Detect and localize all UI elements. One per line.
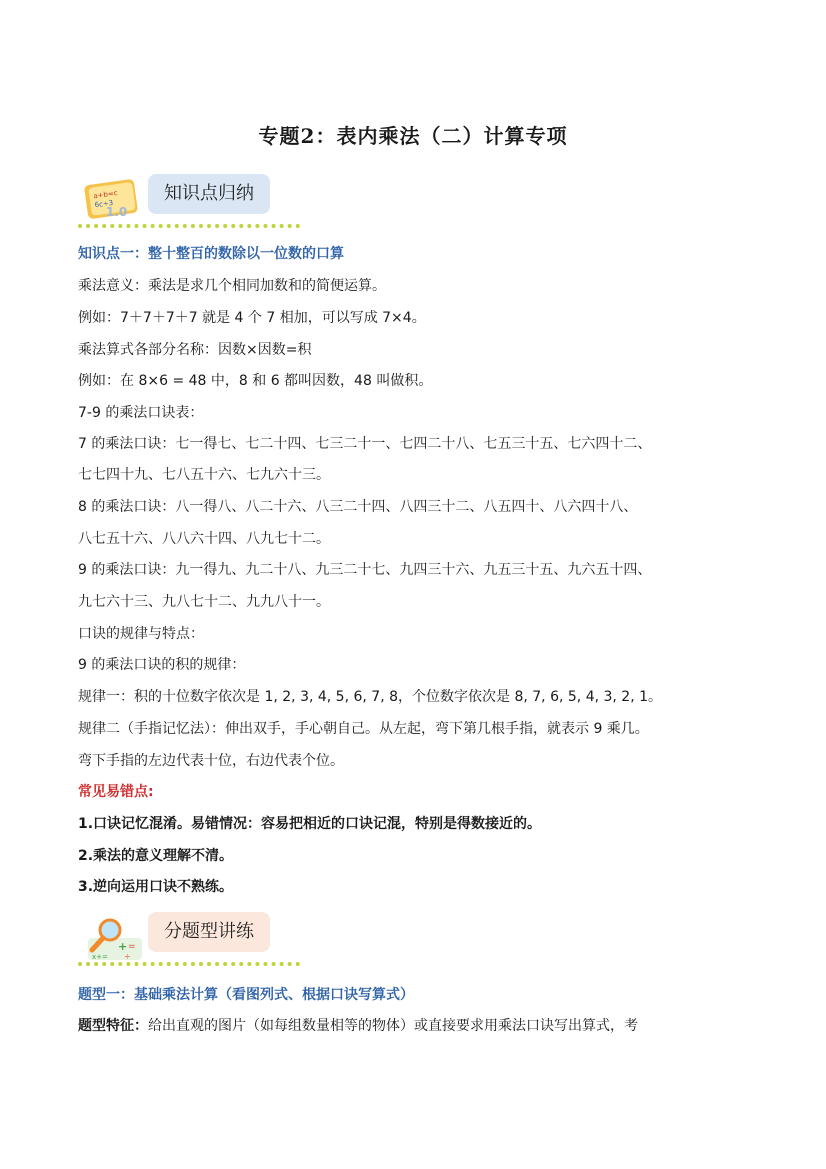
page-title: 专题2：表内乘法（二）计算专项 — [258, 124, 568, 148]
svg-text:a+b=c: a+b=c — [92, 189, 119, 201]
error-item-3: 3.逆向运用口诀不熟练。 — [78, 879, 234, 895]
svg-text:+: + — [118, 940, 128, 953]
eight-rhyme-line1: 8 的乘法口诀：八一得八、八二十六、八三二十四、八四三十二、八五四十、八六四十八、 — [78, 499, 638, 515]
nine-rule-title: 9 的乘法口诀的积的规律： — [78, 657, 246, 673]
rule-one: 规律一：积的十位数字依次是 1, 2, 3, 4, 5, 6, 7, 8，个位数字依次是 8, 7, 6, 5, 4, 3, 2, 1。 — [78, 689, 663, 705]
formula-parts: 乘法算式各部分名称：因数×因数=积 — [78, 342, 312, 358]
nine-rhyme-line1: 9 的乘法口诀：九一得九、九二十八、九三二十七、九四三十六、九五三十五、九六五十四、 — [78, 562, 652, 578]
feature-label: 题型特征： — [78, 1018, 148, 1034]
type1-feature — [78, 1016, 638, 1036]
common-errors-heading: 常见易错点: — [78, 784, 154, 800]
nine-rhyme-line2: 九七六十三、九八七十二、九九八十一。 — [78, 594, 330, 610]
rule-two-continued: 弯下手指的左边代表十位，右边代表个位。 — [78, 753, 344, 769]
seven-rhyme-line1: 7 的乘法口诀：七一得七、七二十四、七三二十一、七四二十八、七五三十五、七六四十二、 — [78, 436, 652, 452]
svg-text:÷: ÷ — [124, 952, 131, 961]
svg-text:6c÷3: 6c÷3 — [94, 198, 114, 210]
rule-two: 规律二（手指记忆法）：伸出双手，手心朝自己。从左起，弯下第几根手指，就表示 9 乘几。 — [78, 721, 649, 737]
point1-heading: 知识点一：整十整百的数除以一位数的口算 — [78, 246, 344, 262]
eight-rhyme-line2: 八七五十六、八八六十四、八九七十二。 — [78, 531, 330, 547]
svg-text:x+=: x+= — [92, 953, 108, 961]
error-item-2: 2.乘法的意义理解不清。 — [78, 848, 234, 864]
svg-text:=: = — [128, 942, 136, 952]
magnifier-icon — [84, 916, 142, 961]
banner-practice-label: 分题型讲练 — [148, 912, 270, 952]
error-item-1: 1.口诀记忆混淆。易错情况：容易把相近的口诀记混，特别是得数接近的。 — [78, 816, 542, 832]
seven-rhyme-line2: 七七四十九、七八五十六、七九六十三。 — [78, 467, 330, 483]
table-title: 7-9 的乘法口诀表： — [78, 405, 204, 421]
dotted-divider — [78, 962, 300, 966]
example-factors: 例如：在 8×6 = 48 中，8 和 6 都叫因数，48 叫做积。 — [78, 373, 433, 389]
banner-knowledge-label: 知识点归纳 — [148, 174, 270, 214]
section-banner-knowledge — [78, 172, 318, 232]
rules-title: 口诀的规律与特点： — [78, 626, 204, 642]
feature-text: 给出直观的图片（如每组数量相等的物体）或直接要求用乘法口诀写出算式，考 — [148, 1018, 638, 1034]
section-banner-practice — [78, 910, 318, 970]
math-card-icon — [84, 178, 142, 218]
svg-text:1.0: 1.0 — [106, 205, 128, 219]
example-addition: 例如：7＋7＋7＋7 就是 4 个 7 相加，可以写成 7×4。 — [78, 310, 426, 326]
type1-heading: 题型一：基础乘法计算（看图列式、根据口诀写算式） — [78, 987, 414, 1003]
dotted-divider — [78, 224, 300, 228]
multiplication-meaning: 乘法意义：乘法是求几个相同加数和的简便运算。 — [78, 278, 386, 294]
